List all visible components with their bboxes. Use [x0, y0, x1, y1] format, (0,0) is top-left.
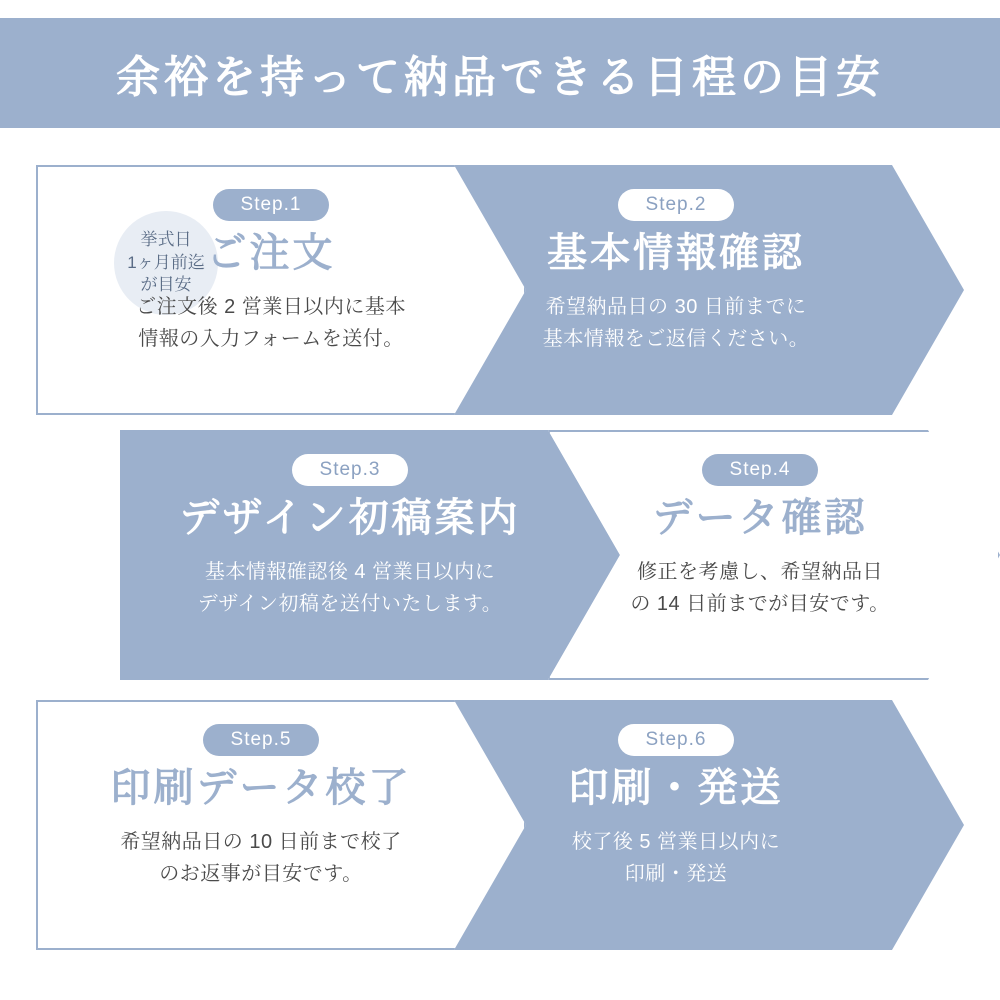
step-2-desc-line-2: 基本情報をご返信ください。	[542, 328, 810, 350]
step-4-content	[560, 430, 960, 680]
step-6-desc-line-2: 印刷・発送	[624, 863, 728, 885]
step-2-description	[543, 291, 810, 355]
step-6-badge: Step.6	[618, 724, 735, 756]
step-6-desc-line-1: 校了後 5 営業日以内に	[571, 831, 781, 853]
step-2-desc-line-1: 希望納品日の 30 日前までに	[545, 296, 807, 318]
step-3-desc-line-1: 基本情報確認後 4 営業日以内に	[204, 561, 496, 583]
step-1-title: ご注文	[206, 231, 336, 275]
step-2-badge: Step.2	[618, 189, 735, 221]
page-title: 余裕を持って納品できる日程の目安	[116, 53, 884, 102]
step-5-title: 印刷データ校了	[110, 766, 412, 810]
note-line-3: が目安	[140, 275, 192, 295]
step-4-title: データ確認	[652, 496, 868, 540]
step-3-title: デザイン初稿案内	[179, 496, 521, 540]
note-line-1: 挙式日	[140, 229, 192, 249]
step-6-content	[466, 700, 886, 950]
step-4-description	[630, 556, 889, 620]
step-2-title: 基本情報確認	[547, 231, 805, 275]
step-1-badge: Step.1	[213, 189, 330, 221]
step-row-1	[36, 165, 964, 415]
step-row-3	[36, 700, 964, 950]
step-3-description	[198, 556, 503, 620]
step-row-2	[120, 430, 1000, 680]
step-3-desc-line-2: デザイン初稿を送付いたします。	[197, 593, 503, 615]
step-4-desc-line-1: 修正を考慮し、希望納品日	[636, 561, 883, 583]
step-6-description	[572, 826, 780, 890]
step-5-desc-line-2: のお返事が目安です。	[159, 863, 363, 885]
step-1-content	[36, 165, 466, 415]
step-4-desc-line-2: の 14 日前までが目安です。	[630, 593, 890, 615]
step-1-desc-line-2: 情報の入力フォームを送付。	[138, 328, 404, 350]
step-4-badge: Step.4	[702, 454, 819, 486]
step-5-description	[120, 826, 401, 890]
step-5-desc-line-1: 希望納品日の 10 日前まで校了	[120, 831, 402, 853]
step-3-content	[120, 430, 560, 680]
step-5-badge: Step.5	[203, 724, 320, 756]
step-2-content	[466, 165, 886, 415]
step-1-desc-line-1: ご注文後 2 営業日以内に基本	[136, 296, 406, 318]
step-5-content	[36, 700, 466, 950]
header-banner	[0, 18, 1000, 128]
step-1-description	[136, 291, 406, 355]
step-3-badge: Step.3	[292, 454, 409, 486]
note-line-2: 1ヶ月前迄	[127, 252, 205, 272]
step-6-title: 印刷・発送	[568, 766, 784, 810]
